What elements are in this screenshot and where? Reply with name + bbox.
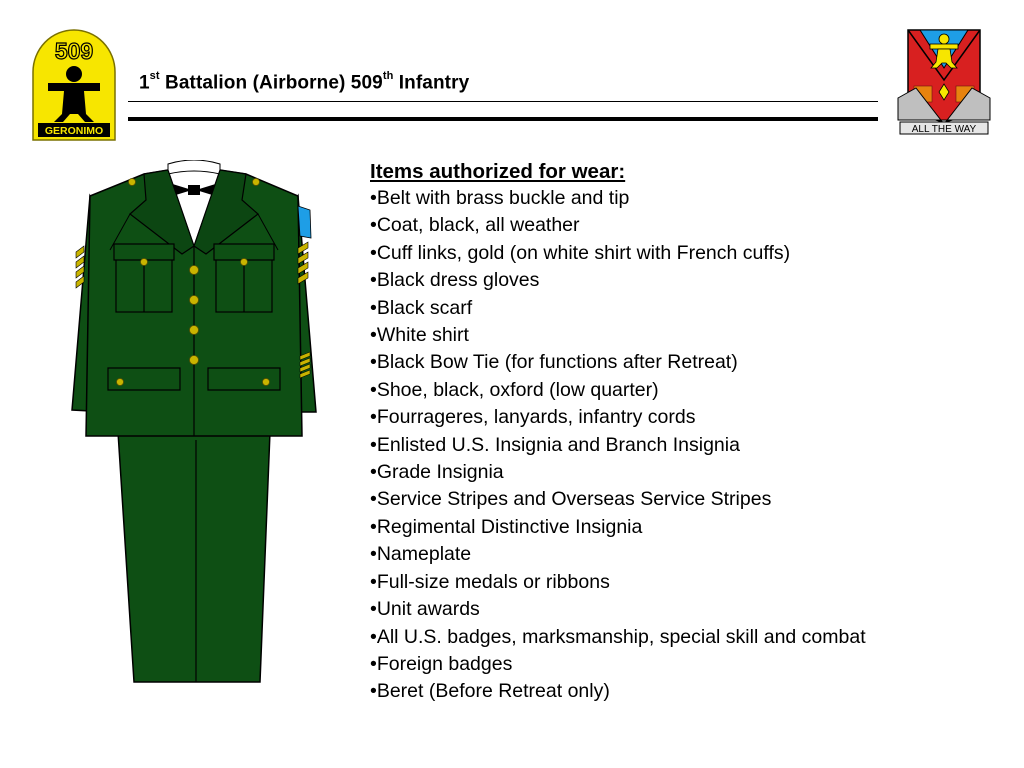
list-item: •Enlisted U.S. Insignia and Branch Insignia [370,433,740,456]
list-item: •Unit awards [370,598,480,621]
list-item: •White shirt [370,324,469,347]
logo-number: 509 [54,38,94,64]
list-item: •Beret (Before Retreat only) [370,680,610,703]
list-item: •Regimental Distinctive Insignia [370,515,643,538]
list-item: •Grade Insignia [370,461,504,484]
crest-motto: ALL THE WAY [911,124,977,135]
items-heading: Items authorized for wear: [370,160,626,183]
list-item: •Coat, black, all weather [370,214,580,237]
title-ordinal-2: th [382,70,394,82]
list-item: •Shoe, black, oxford (low quarter) [370,378,659,401]
list-item: •Belt with brass buckle and tip [370,187,630,209]
unit-patch-icon [298,206,311,238]
logo-label: GERONIMO [44,125,104,137]
list-item: •Black scarf [370,296,473,319]
title-rule-thick [128,117,878,121]
list-item: •Service Stripes and Overseas Service Stripes [370,488,772,511]
geronimo-509-logo [31,28,117,142]
title-number: 1 [139,72,150,94]
title-ordinal-1: st [149,70,160,82]
list-item: •Fourrageres, lanyards, infantry cords [370,406,696,429]
list-item: •Black Bow Tie (for functions after Retreat) [370,351,738,374]
regimental-crest-logo [896,28,992,138]
list-item: •All U.S. badges, marksmanship, special skill and combat [370,625,866,648]
list-item: •Full-size medals or ribbons [370,570,610,593]
list-item: •Foreign badges [370,652,513,675]
list-item: •Black dress gloves [370,269,540,292]
title-suffix: Infantry [393,72,470,94]
title-rule-thin [128,101,878,102]
army-dress-uniform-illustration [70,160,320,686]
items-list [370,185,1010,706]
authorized-items-section [370,158,1010,706]
list-item: •Nameplate [370,543,472,566]
page-title [139,72,469,94]
title-text: Battalion (Airborne) 509 [159,72,383,94]
trousers [118,432,270,682]
list-item: •Cuff links, gold (on white shirt with French cuffs) [370,241,791,264]
